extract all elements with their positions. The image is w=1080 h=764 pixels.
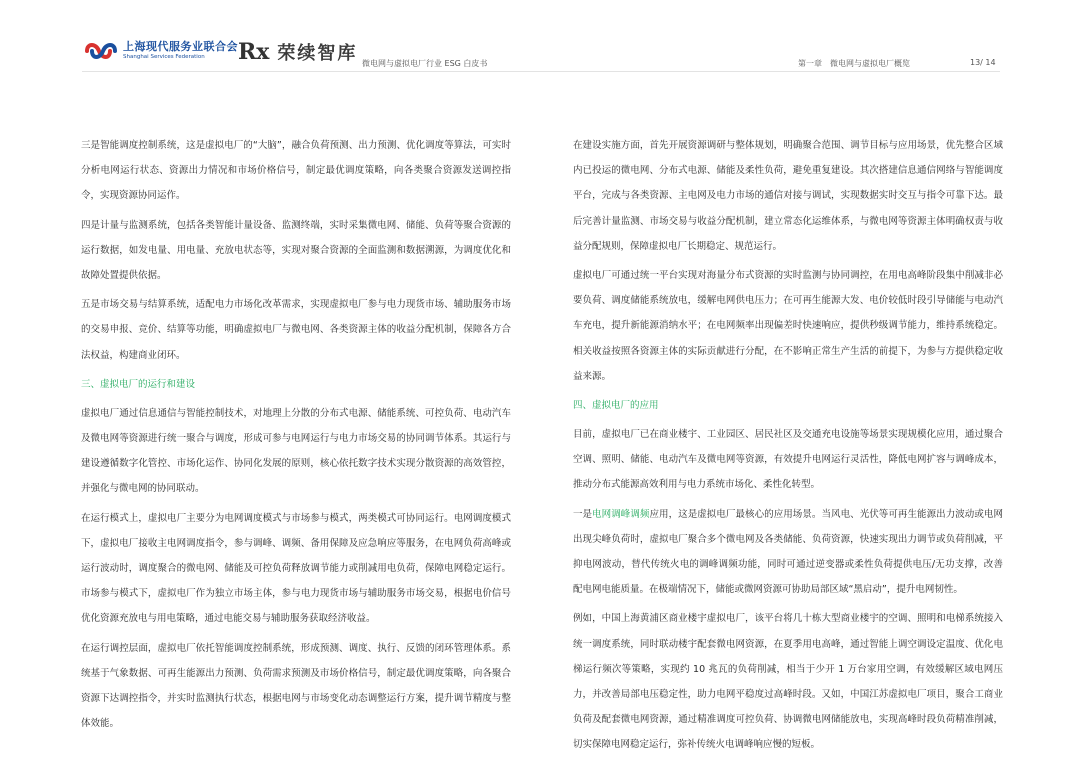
paragraph: 在运行调控层面，虚拟电厂依托智能调度控制系统，形成预测、调度、执行、反馈的闭环管理体系。系统基于气象数据、可再生能源出力预测、负荷需求预测及市场价格信号，制定最优调度策略，向各聚合资源下达调控指令，并实时监测执行状态，根据电网与市场变化动态调整运行方案，提升调节精度与整体效能。 [81, 642, 511, 730]
paragraph [573, 502, 1003, 603]
paragraph: 五是市场交易与结算系统，适配电力市场化改革需求，实现虚拟电厂参与电力现货市场、辅助服务市场的交易申报、竞价、结算等功能，明确虚拟电厂与微电网、各类资源主体的收益分配机制，保障各方合法权益，构建商业闭环。 [81, 299, 511, 361]
federation-name-en: Shanghai Services Federation [123, 54, 205, 60]
rongxu-name: 荣续智库 [277, 43, 358, 64]
book-title: 微电网与虚拟电厂行业 ESG 白皮书 [362, 59, 488, 68]
highlight-term: 电网调峰调频 [592, 508, 650, 520]
page-header [0, 0, 1080, 80]
header-divider [82, 71, 1000, 72]
paragraph: 在建设实施方面，首先开展资源调研与整体规划，明确聚合范围、调节目标与应用场景，优先整合区域内已投运的微电网、分布式电源、储能及柔性负荷，避免重复建设。其次搭建信息通信网络与智能调度平台，完成与各类资源、主电网及电力市场的通信对接与调试，实现数据实时交互与指令可靠下达。最后完善计量监测、市场交易与收益分配机制，建立常态化运维体系，与微电网等资源主体明确权责与收益分配规则，保障虚拟电厂长期稳定、规范运行。 [573, 140, 1003, 252]
section-heading: 三、虚拟电厂的运行和建设 [81, 378, 196, 390]
paragraph-text: 一是 [573, 508, 593, 520]
page-number: 13/ 14 [970, 58, 996, 67]
section-heading: 四、虚拟电厂的应用 [573, 400, 659, 412]
paragraph: 虚拟电厂可通过统一平台实现对海量分布式资源的实时监测与协同调控，在用电高峰阶段集中削减非必要负荷、调度储能系统放电，缓解电网供电压力；在可再生能源大发、电价较低时段引导储能与电动汽车充电，提升新能源消纳水平；在电网频率出现偏差时快速响应，提供秒级调节能力，维持系统稳定。相关收益按照各资源主体的实际贡献进行分配，在不影响正常生产生活的前提下，为参与方提供稳定收益来源。 [573, 270, 1003, 382]
rongxu-logo [238, 39, 357, 65]
paragraph: 四是计量与监测系统，包括各类智能计量设备、监测终端，实时采集微电网、储能、负荷等聚合资源的运行数据，如发电量、用电量、充放电状态等，实现对聚合资源的全面监测和数据溯源，为调度优化和故障处置提供依据。 [81, 219, 511, 282]
left-column [81, 133, 511, 740]
federation-logo [84, 40, 238, 62]
paragraph: 三是智能调度控制系统，这是虚拟电厂的“大脑”，融合负荷预测、出力预测、优化调度等算法，可实时分析电网运行状态、资源出力情况和市场价格信号，制定最优调度策略，向各类聚合资源发送调控指令，实现资源协同运作。 [81, 140, 511, 202]
paragraph: 虚拟电厂通过信息通信与智能控制技术，对地理上分散的分布式电源、储能系统、可控负荷、电动汽车及微电网等资源进行统一聚合与调度，形成可参与电网运行与电力市场交易的协同调节体系。其运行与建设遵循数字化管控、市场化运作、协同化发展的原则，核心依托数字技术实现分散资源的高效管控，并强化与微电网的协同联动。 [81, 407, 511, 495]
federation-name-cn: 上海现代服务业联合会 [123, 40, 238, 53]
federation-logo-icon [84, 40, 118, 62]
paragraph: 在运行模式上，虚拟电厂主要分为电网调度模式与市场参与模式，两类模式可协同运行。电网调度模式下，虚拟电厂接收主电网调度指令，参与调峰、调频、备用保障及应急响应等服务，在电网负荷高峰或运行波动时，调度聚合的微电网、储能及可控负荷释放调节能力或削减用电负荷，保障电网稳定运行。市场参与模式下，虚拟电厂作为独立市场主体，参与电力现货市场与辅助服务市场交易，根据电价信号优化资源充放电与用电策略，通过电能交易与辅助服务获取经济收益。 [81, 512, 511, 625]
chapter-title: 第一章 微电网与虚拟电厂概览 [798, 59, 910, 68]
rx-logo-icon: Rx [238, 39, 270, 65]
right-column [573, 133, 1003, 762]
paragraph: 目前，虚拟电厂已在商业楼宇、工业园区、居民社区及交通充电设施等场景实现规模化应用，通过聚合空调、照明、储能、电动汽车及微电网等资源，有效提升电网运行灵活性，降低电网扩容与调峰成本，推动分布式能源高效利用与电力系统市场化、柔性化转型。 [573, 429, 1003, 491]
paragraph-text: 应用，这是虚拟电厂最核心的应用场景。当风电、光伏等可再生能源出力波动或电网出现尖峰负荷时，虚拟电厂聚合多个微电网及各类储能、负荷资源，快速实现出力调节或负荷削减，平抑电网波动，替代传统火电的调峰调频功能，同时可通过逆变器或柔性负荷提供电压/无功支撑，改善配电网电能质量。在极端情况下，储能或微网资源可协助局部区域“黑启动”，提升电网韧性。 [573, 508, 1003, 596]
paragraph: 例如，中国上海黄浦区商业楼宇虚拟电厂，该平台将几十栋大型商业楼宇的空调、照明和电梯系统接入统一调度系统，同时联动楼宇配套微电网资源，在夏季用电高峰，通过智能上调空调设定温度、优化电梯运行频次等策略，实现约 10 兆瓦的负荷削减，相当于少开 1 万台家用空调，有效缓解区域电网压力，并改善局部电压稳定性，助力电网平稳度过高峰时段。又如，中国江苏虚拟电厂项目，聚合工商业负荷及配套微电网资源，通过精准调度可控负荷、协调微电网储能放电，实现高峰时段负荷精准削减，切实保障电网稳定运行，弥补传统火电调峰响应慢的短板。 [573, 613, 1003, 751]
